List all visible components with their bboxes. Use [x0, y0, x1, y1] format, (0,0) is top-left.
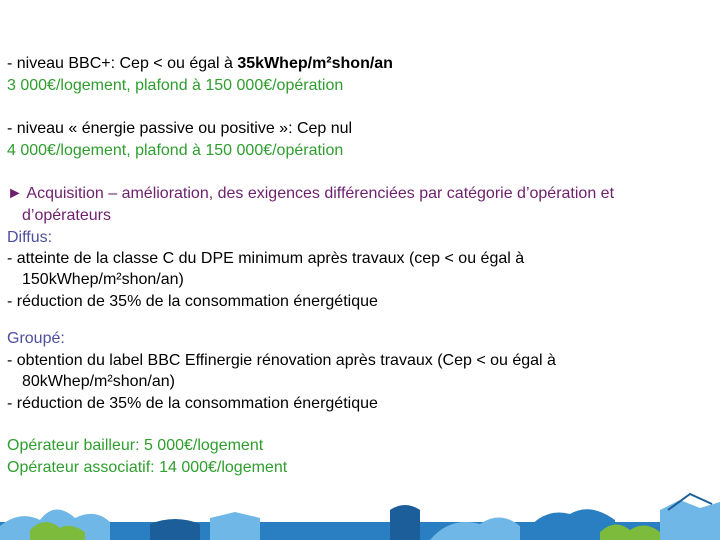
- diffus-item-1-cont: 150kWhep/m²shon/an): [22, 271, 184, 288]
- footer-tower: [390, 505, 420, 540]
- acquisition-heading-cont: d’opérateurs: [22, 207, 111, 224]
- footer-structure-right: [660, 500, 720, 540]
- footer-hill-right-1: [430, 517, 520, 540]
- groupe-title: Groupé:: [7, 330, 65, 347]
- bbc-plus-value: 35kWhep/m²shon/an: [237, 55, 393, 72]
- groupe-item-1-cont: 80kWhep/m²shon/an): [22, 373, 175, 390]
- bbc-plus-line: [7, 54, 393, 75]
- bbc-plus-label: - niveau BBC+: Cep < ou égal à: [7, 55, 238, 72]
- acquisition-heading: ► Acquisition – amélioration, des exigences différenciées par catégorie d’opération et: [7, 185, 615, 202]
- footer-landscape-illustration: [0, 480, 720, 540]
- diffus-title: Diffus:: [7, 229, 53, 246]
- groupe-item-2: - réduction de 35% de la consommation énergétique: [7, 395, 378, 412]
- footer-building-1: [150, 519, 200, 540]
- diffus-item-2: - réduction de 35% de la consommation énergétique: [7, 293, 378, 310]
- footer-building-2: [210, 512, 260, 540]
- groupe-item-1: - obtention du label BBC Effinergie rénovation après travaux (Cep < ou égal à: [7, 352, 556, 369]
- operateur-bailleur: Opérateur bailleur: 5 000€/logement: [7, 437, 264, 454]
- passive-line: - niveau « énergie passive ou positive »: Cep nul: [7, 120, 353, 137]
- diffus-item-1: - atteinte de la classe C du DPE minimum après travaux (cep < ou égal à: [7, 250, 525, 267]
- passive-amount: 4 000€/logement, plafond à 150 000€/opération: [7, 142, 344, 159]
- bbc-plus-amount: 3 000€/logement, plafond à 150 000€/opération: [7, 77, 344, 94]
- operateur-associatif: Opérateur associatif: 14 000€/logement: [7, 459, 288, 476]
